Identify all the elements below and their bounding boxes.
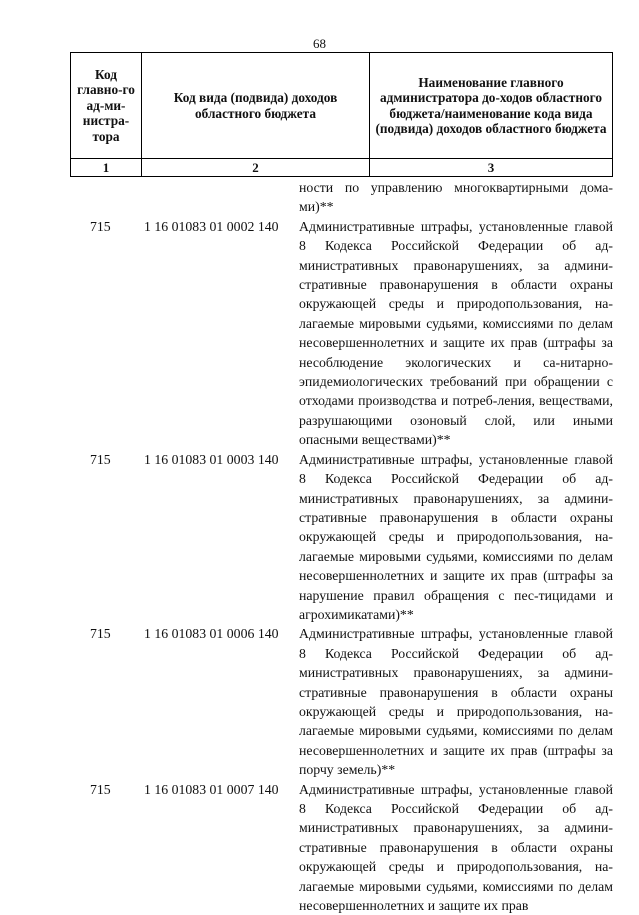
income-name: Административные штрафы, установленные главой 8 Кодекса Российской Федерации об ад-министративных правонарушениях, за админи-стративные правонарушения в области охраны окружающей среды и природопользования, на-лагаемые мировыми судьями, комиссиями по делам несовершеннолетних и защите их прав — [299, 781, 613, 914]
table-row — [70, 780, 613, 915]
income-code: 1 16 01083 01 0002 140 — [144, 218, 279, 234]
admin-code: 715 — [90, 626, 111, 642]
table-row — [70, 624, 613, 779]
income-code: 1 16 01083 01 0007 140 — [144, 781, 279, 797]
income-name: Административные штрафы, установленные главой 8 Кодекса Российской Федерации об ад-министративных правонарушениях, за админи-стративные правонарушения в области охраны окружающей среды и природопользования, на-лагаемые мировыми судьями, комиссиями по делам несовершеннолетних и защите их прав (штрафы за порчу земель)** — [299, 626, 613, 778]
table-header — [70, 52, 613, 177]
header-num-1: 1 — [71, 159, 142, 177]
continuation-text: ности по управлению многоквартирными дома-ми)** — [299, 180, 613, 215]
income-code: 1 16 01083 01 0003 140 — [144, 451, 279, 467]
header-income-code: Код вида (подвида) доходов областного бюджета — [142, 53, 370, 158]
header-admin-code: Код главно-го ад-ми-нистра-тора — [71, 53, 142, 158]
header-num-2: 2 — [142, 159, 370, 177]
income-code: 1 16 01083 01 0006 140 — [144, 626, 279, 642]
table-row — [70, 450, 613, 625]
table-body — [70, 178, 613, 915]
income-name: Административные штрафы, установленные главой 8 Кодекса Российской Федерации об ад-министративных правонарушениях, за админи-стративные правонарушения в области охраны окружающей среды и природопользования, на-лагаемые мировыми судьями, комиссиями по делам несовершеннолетних и защите их прав (штрафы за несоблюдение экологических и са-нитарно-эпидемиологических требований при обращении с отходами производства и потреб-ления, веществами, разрушающими озоновый слой, или иными опасными веществами)** — [299, 218, 613, 448]
admin-code: 715 — [90, 781, 111, 797]
header-name: Наименование главного администратора до-ходов областного бюджета/наименование кода вида (подвида) доходов областного бюджета — [375, 74, 607, 136]
income-name: Административные штрафы, установленные главой 8 Кодекса Российской Федерации об ад-министративных правонарушениях, за админи-стративные правонарушения в области охраны окружающей среды и природопользования, на-лагаемые мировыми судьями, комиссиями по делам несовершеннолетних и защите их прав (штрафы за нарушение правил обращения с пес-тицидами и агрохимикатами)** — [299, 451, 613, 622]
page-number: 68 — [313, 36, 326, 51]
admin-code: 715 — [90, 451, 111, 467]
table-row — [70, 217, 613, 450]
header-number-row — [71, 158, 612, 177]
admin-code: 715 — [90, 218, 111, 234]
header-num-3: 3 — [487, 160, 495, 175]
